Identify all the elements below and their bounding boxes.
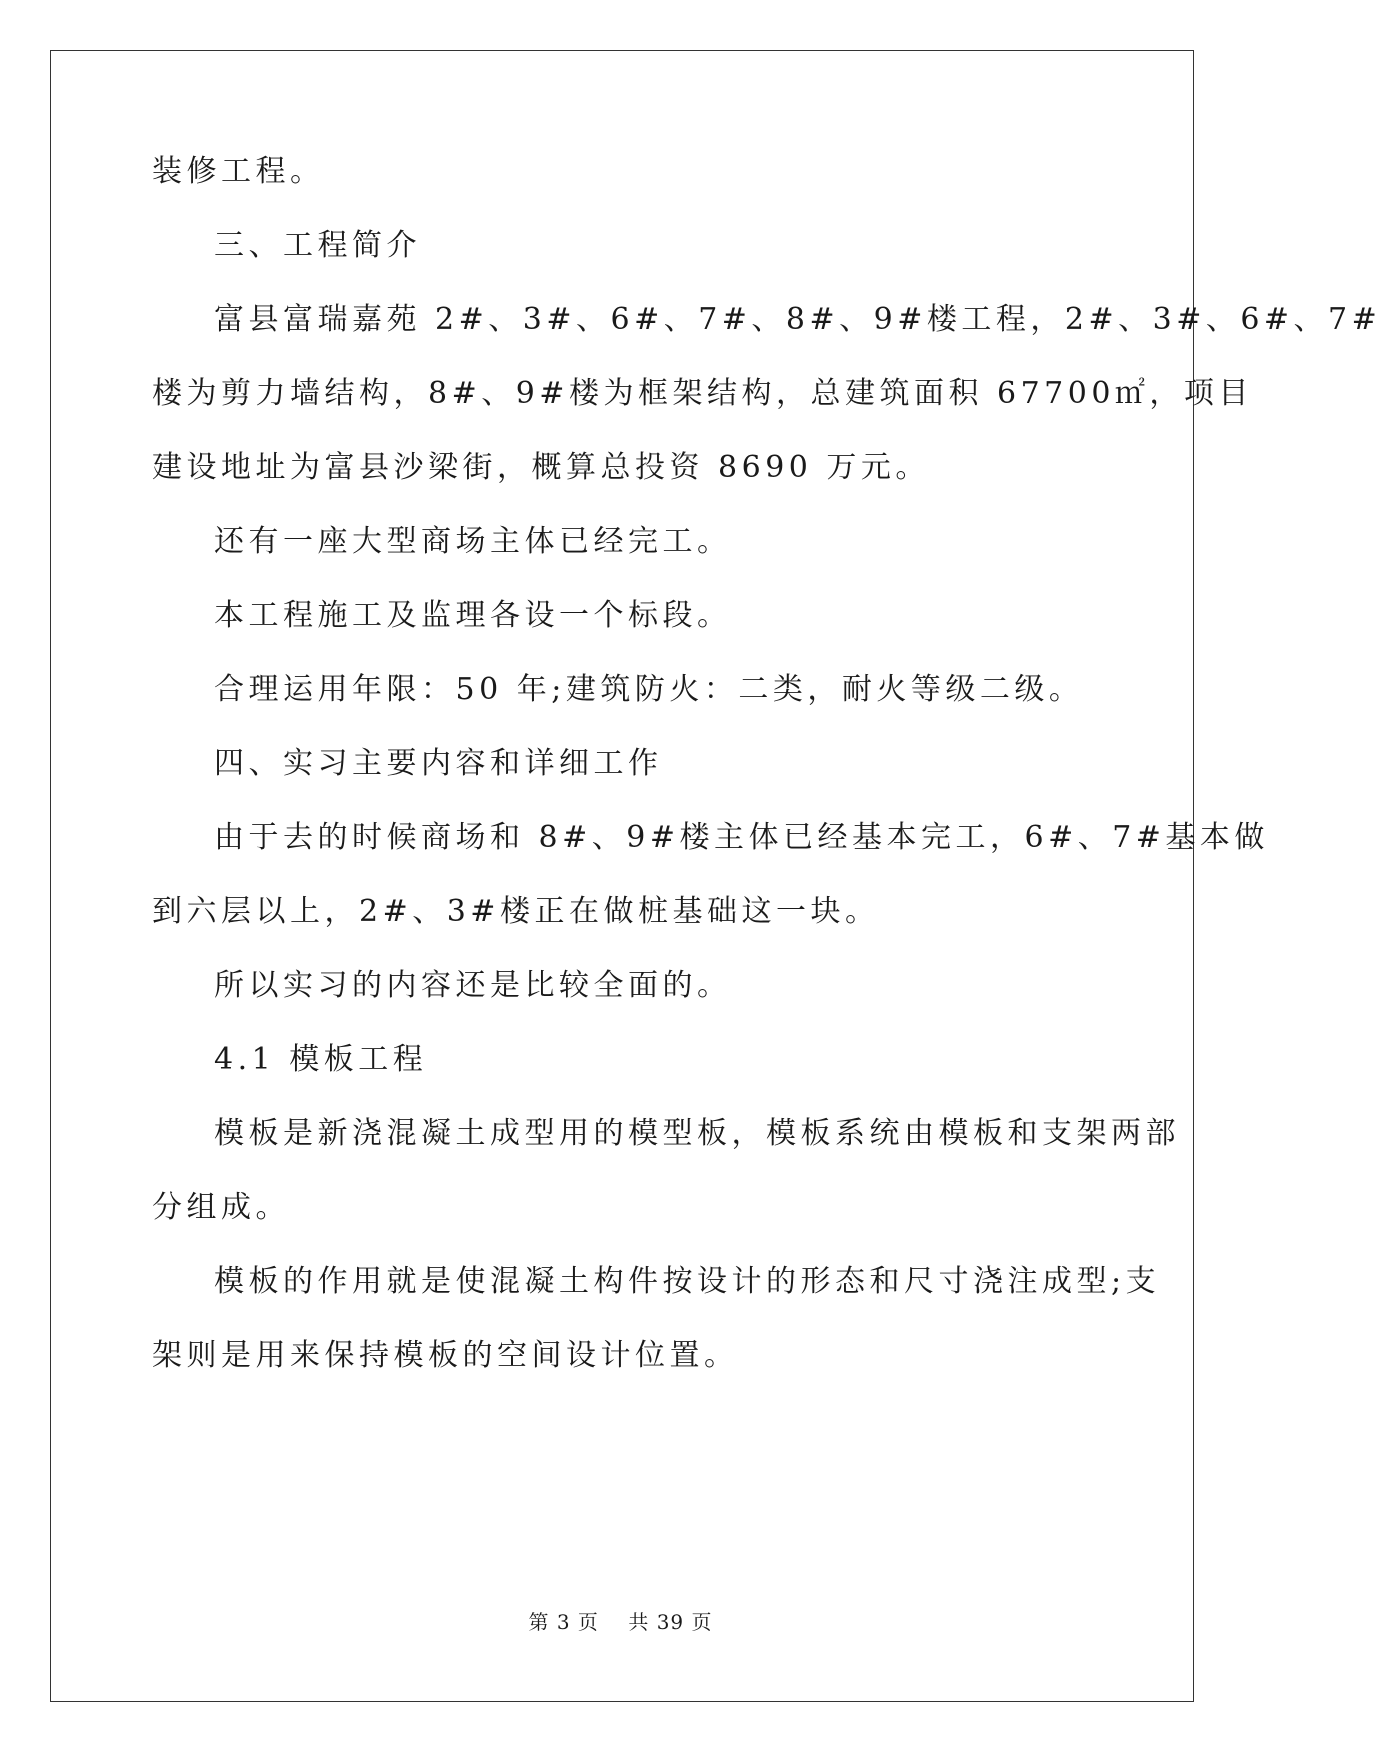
page-footer	[0, 1610, 1241, 1634]
text-line: 模板是新浇混凝土成型用的模型板，模板系统由模板和支架两部	[214, 1116, 1180, 1151]
text-line: 还有一座大型商场主体已经完工。	[214, 524, 732, 559]
text-line: 合理运用年限：50 年;建筑防火：二类，耐火等级二级。	[214, 672, 1084, 707]
text-line: 架则是用来保持模板的空间设计位置。	[152, 1338, 739, 1373]
page-border	[50, 50, 1194, 1702]
text-line: 建设地址为富县沙梁街，概算总投资 8690 万元。	[152, 450, 930, 485]
section-heading: 四、实习主要内容和详细工作	[214, 746, 663, 781]
page-number-label: 第 3 页 共 39 页	[528, 1610, 713, 1634]
subsection-heading: 4.1 模板工程	[214, 1042, 428, 1077]
text-line: 由于去的时候商场和 8#、9#楼主体已经基本完工，6#、7#基本做	[214, 820, 1269, 855]
text-line: 楼为剪力墙结构，8#、9#楼为框架结构，总建筑面积 67700㎡，项目	[152, 376, 1253, 411]
text-line: 分组成。	[152, 1190, 290, 1225]
text-line: 模板的作用就是使混凝土构件按设计的形态和尺寸浇注成型;支	[214, 1264, 1161, 1299]
text-line: 所以实习的内容还是比较全面的。	[214, 968, 732, 1003]
text-line: 到六层以上，2#、3#楼正在做桩基础这一块。	[152, 894, 880, 929]
text-line: 富县富瑞嘉苑 2#、3#、6#、7#、8#、9#楼工程，2#、3#、6#、7#	[214, 302, 1381, 337]
section-heading: 三、工程简介	[214, 228, 421, 263]
text-line: 本工程施工及监理各设一个标段。	[214, 598, 732, 633]
text-line: 装修工程。	[152, 154, 325, 189]
